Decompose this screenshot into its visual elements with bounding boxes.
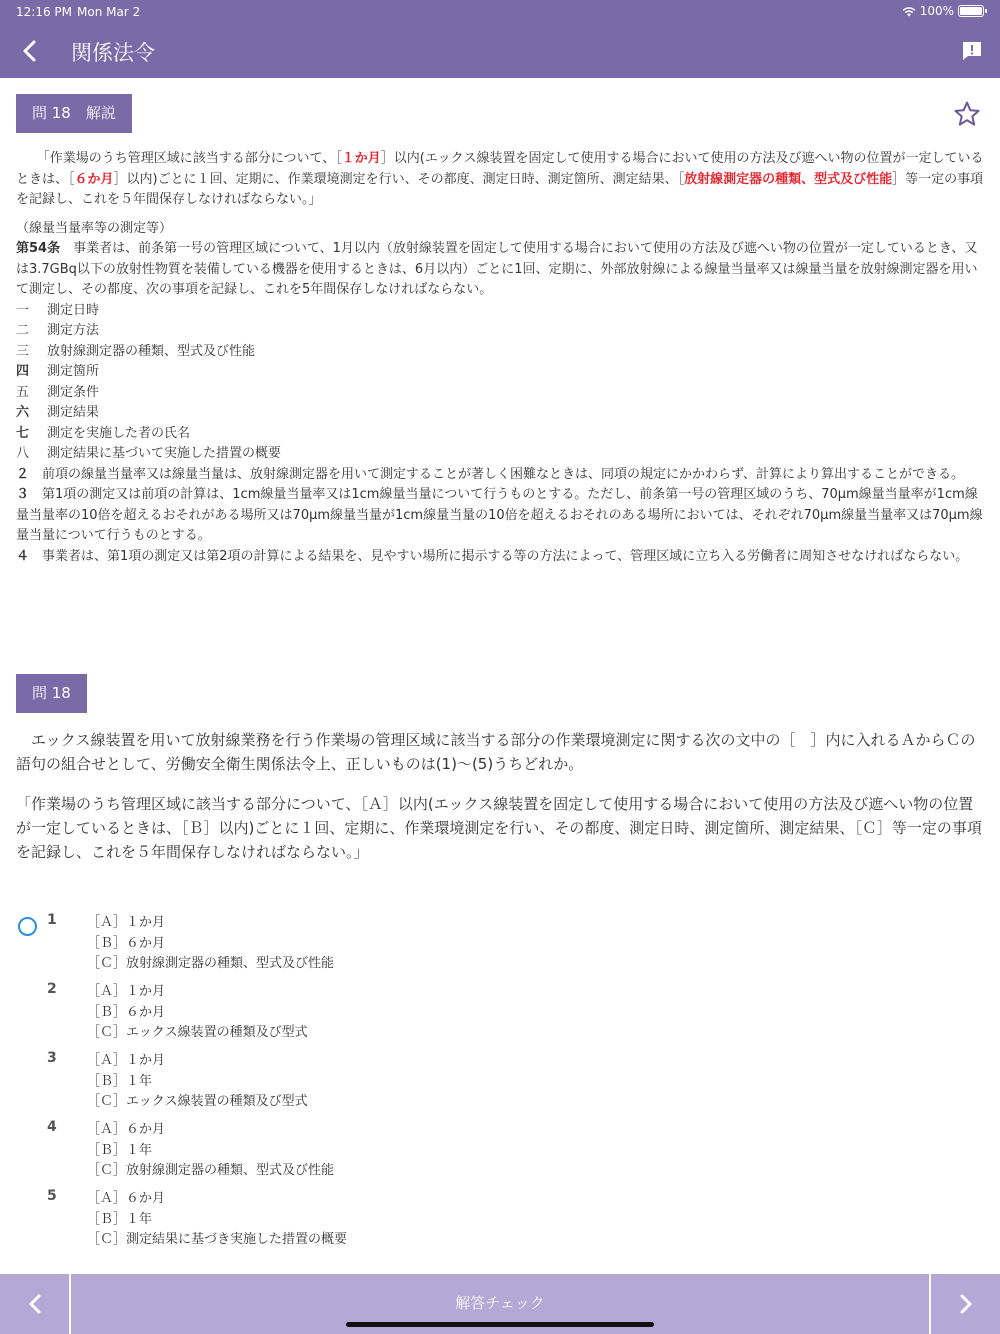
item-text: 測定日時 <box>47 302 100 318</box>
paragraph-2 <box>16 465 984 486</box>
choice-number: 3 <box>47 1050 57 1066</box>
choice-1[interactable] <box>16 912 984 981</box>
choice-a: ［Ａ］６か月 <box>87 1191 166 1206</box>
list-item <box>16 362 984 383</box>
item-number: 四 <box>16 364 30 379</box>
article-label: 第54条 <box>16 241 61 256</box>
list-item <box>16 342 984 363</box>
choice-a: ［Ａ］６か月 <box>87 1122 166 1137</box>
list-item <box>16 301 984 322</box>
explanation-quote <box>16 149 984 211</box>
list-item <box>16 424 984 445</box>
list-item <box>16 444 984 465</box>
item-number: 三 <box>16 343 30 359</box>
item-number: 一 <box>16 302 30 318</box>
item-number: 六 <box>16 405 30 420</box>
answer-a: １か月 <box>341 151 381 166</box>
radio-selected-icon[interactable] <box>18 917 37 936</box>
explanation-tag: 問 18 解説 <box>16 94 132 133</box>
choice-c: ［Ｃ］エックス線装置の種類及び型式 <box>87 1094 308 1109</box>
choice-b: ［Ｂ］１年 <box>87 1211 153 1227</box>
item-text: 測定条件 <box>47 384 100 400</box>
item-number: 五 <box>16 384 30 400</box>
choice-b: ［Ｂ］１年 <box>87 1073 153 1089</box>
article-text: 事業者は、前条第一号の管理区域について、1月以内（放射線装置を固定して使用する場合において使用の方法及び遮へい物の位置が一定しているとき、又は3.7GBq以下の放射性物質を装備している機器を使用するときは、6月以内）ごとに1回、定期に、外部放射線による線量当量率又は線量当量を放射線測定器を用いて測定し、その都度、次の事項を記録し、これを5年間保存しなければならない。 <box>16 241 978 297</box>
paragraph-text: 事業者は、第1項の測定又は第2項の計算による結果を、見やすい場所に掲示する等の方法によって、管理区域に立ち入る労働者に周知させなければならない。 <box>29 548 969 564</box>
list-item <box>16 403 984 424</box>
choice-2[interactable] <box>16 981 984 1050</box>
paragraph-number: ２ <box>16 466 30 482</box>
choice-b: ［Ｂ］１年 <box>87 1142 153 1158</box>
question-tag: 問 18 <box>16 674 87 713</box>
status-time: 12:16 PM <box>16 5 72 19</box>
home-indicator[interactable] <box>346 1322 654 1327</box>
previous-button[interactable] <box>0 1274 71 1334</box>
choice-5[interactable] <box>16 1188 984 1257</box>
item-text: 測定結果に基づいて実施した措置の概要 <box>47 446 282 461</box>
choice-options <box>87 1120 334 1182</box>
chevron-right-icon <box>959 1294 973 1314</box>
choice-b: ［Ｂ］６か月 <box>87 935 166 951</box>
choice-c: ［Ｃ］エックス線装置の種類及び型式 <box>87 1025 308 1040</box>
choice-options <box>87 1051 308 1113</box>
quote-text-4: ］等一定の事項を記録し、これを５年間保存しなければならない。」 <box>16 171 984 207</box>
quote-text-3: ］以内)ごとに１回、定期に、作業環境測定を行い、その都度、測定日時、測定箇所、測定結果、［ <box>113 171 685 187</box>
article-54 <box>16 239 984 301</box>
list-item <box>16 321 984 342</box>
paragraph-number: ３ <box>16 487 30 502</box>
choice-3[interactable] <box>16 1050 984 1119</box>
bookmark-button[interactable] <box>953 100 981 128</box>
report-icon <box>960 39 984 63</box>
item-text: 測定箇所 <box>47 364 100 379</box>
choice-number: 4 <box>47 1119 57 1135</box>
article-items <box>16 301 984 465</box>
chevron-left-icon <box>21 40 37 62</box>
explanation-body <box>16 149 984 567</box>
answer-b: ６か月 <box>74 171 114 187</box>
status-bar <box>0 0 1000 24</box>
paragraph-text: 前項の線量当量率又は線量当量は、放射線測定器を用いて測定することが著しく困難なときは、同項の規定にかかわらず、計算により算出することができる。 <box>29 466 964 482</box>
list-item <box>16 383 984 404</box>
content-area[interactable] <box>0 78 1000 1274</box>
navigation-bar <box>0 0 1000 78</box>
choice-options <box>87 913 334 975</box>
choice-number: 5 <box>47 1188 57 1204</box>
wifi-icon <box>902 6 916 17</box>
choice-4[interactable] <box>16 1119 984 1188</box>
page-title: 関係法令 <box>71 41 155 65</box>
status-right <box>902 4 984 18</box>
question-text: エックス線装置を用いて放射線業務を行う作業場の管理区域に該当する部分の作業環境測定に関する次の文中の［ ］内に入れるＡからＣの語句の組合せとして、労働安全衛生関係法令上、正しいものは(1)～(5)うちどれか。 <box>16 731 976 773</box>
quote-text-1: 「作業場のうち管理区域に該当する部分について、［ <box>36 151 342 166</box>
choice-list <box>16 912 984 1257</box>
choice-c: ［Ｃ］放射線測定器の種類、型式及び性能 <box>87 1163 335 1178</box>
paragraph-4 <box>16 547 984 568</box>
next-button[interactable] <box>929 1274 1000 1334</box>
question-body <box>16 728 984 864</box>
star-icon <box>953 100 981 128</box>
report-button[interactable] <box>960 39 984 63</box>
answer-c: 放射線測定器の種類、型式及び性能 <box>684 171 893 187</box>
battery-icon <box>958 5 984 17</box>
choice-c: ［Ｃ］測定結果に基づき実施した措置の概要 <box>87 1232 348 1247</box>
quote-text-2: ］以内(エックス線装置を固定して使用する場合において使用の方法及び遮へい物の位置が一定しているときは、［ <box>16 151 984 187</box>
choice-c: ［Ｃ］放射線測定器の種類、型式及び性能 <box>87 956 335 971</box>
item-number: 二 <box>16 323 30 338</box>
choice-a: ［Ａ］１か月 <box>87 984 166 999</box>
choice-number: 2 <box>47 981 57 997</box>
item-text: 放射線測定器の種類、型式及び性能 <box>47 343 256 359</box>
item-number: 八 <box>16 446 30 461</box>
back-button[interactable] <box>14 34 44 68</box>
item-number: 七 <box>16 425 30 441</box>
item-text: 測定を実施した者の氏名 <box>47 425 191 441</box>
paragraph-text: 第1項の測定又は前項の計算は、1cm線量当量率又は1cm線量当量について行うものとする。ただし、前条第一号の管理区域のうち、70μm線量当量率が1cm線量当量率の10倍を超えるおそれがある場所又は70μm線量当量が1cm線量当量の10倍を超えるおそれのある場所においては、それぞれ70μm線量当量率又は70μm線量当量について行うものとする。 <box>16 487 983 543</box>
choice-options <box>87 982 308 1044</box>
battery-percent: 100% <box>919 4 954 18</box>
choice-number: 1 <box>47 912 57 928</box>
check-answer-button[interactable]: 解答チェック <box>455 1294 545 1312</box>
law-heading: （線量当量率等の測定等） <box>16 220 173 236</box>
item-text: 測定方法 <box>47 323 100 338</box>
choice-options <box>87 1189 347 1251</box>
choice-a: ［Ａ］１か月 <box>87 915 166 930</box>
paragraph-number: ４ <box>16 548 30 564</box>
choice-b: ［Ｂ］６か月 <box>87 1004 166 1020</box>
choice-a: ［Ａ］１か月 <box>87 1053 166 1068</box>
question-quote: 「作業場のうち管理区域に該当する部分について、［Ａ］以内(エックス線装置を固定して使用する場合において使用の方法及び遮へい物の位置が一定しているときは、［Ｂ］以内)ごとに１回、定期に、作業環境測定を行い、その都度、測定日時、測定箇所、測定結果、［Ｃ］等一定の事項を記録し、これを５年間保存しなければならない。」 <box>16 795 982 861</box>
chevron-left-icon <box>28 1294 42 1314</box>
status-date: Mon Mar 2 <box>77 5 141 19</box>
item-text: 測定結果 <box>47 405 100 420</box>
paragraph-3 <box>16 485 984 547</box>
